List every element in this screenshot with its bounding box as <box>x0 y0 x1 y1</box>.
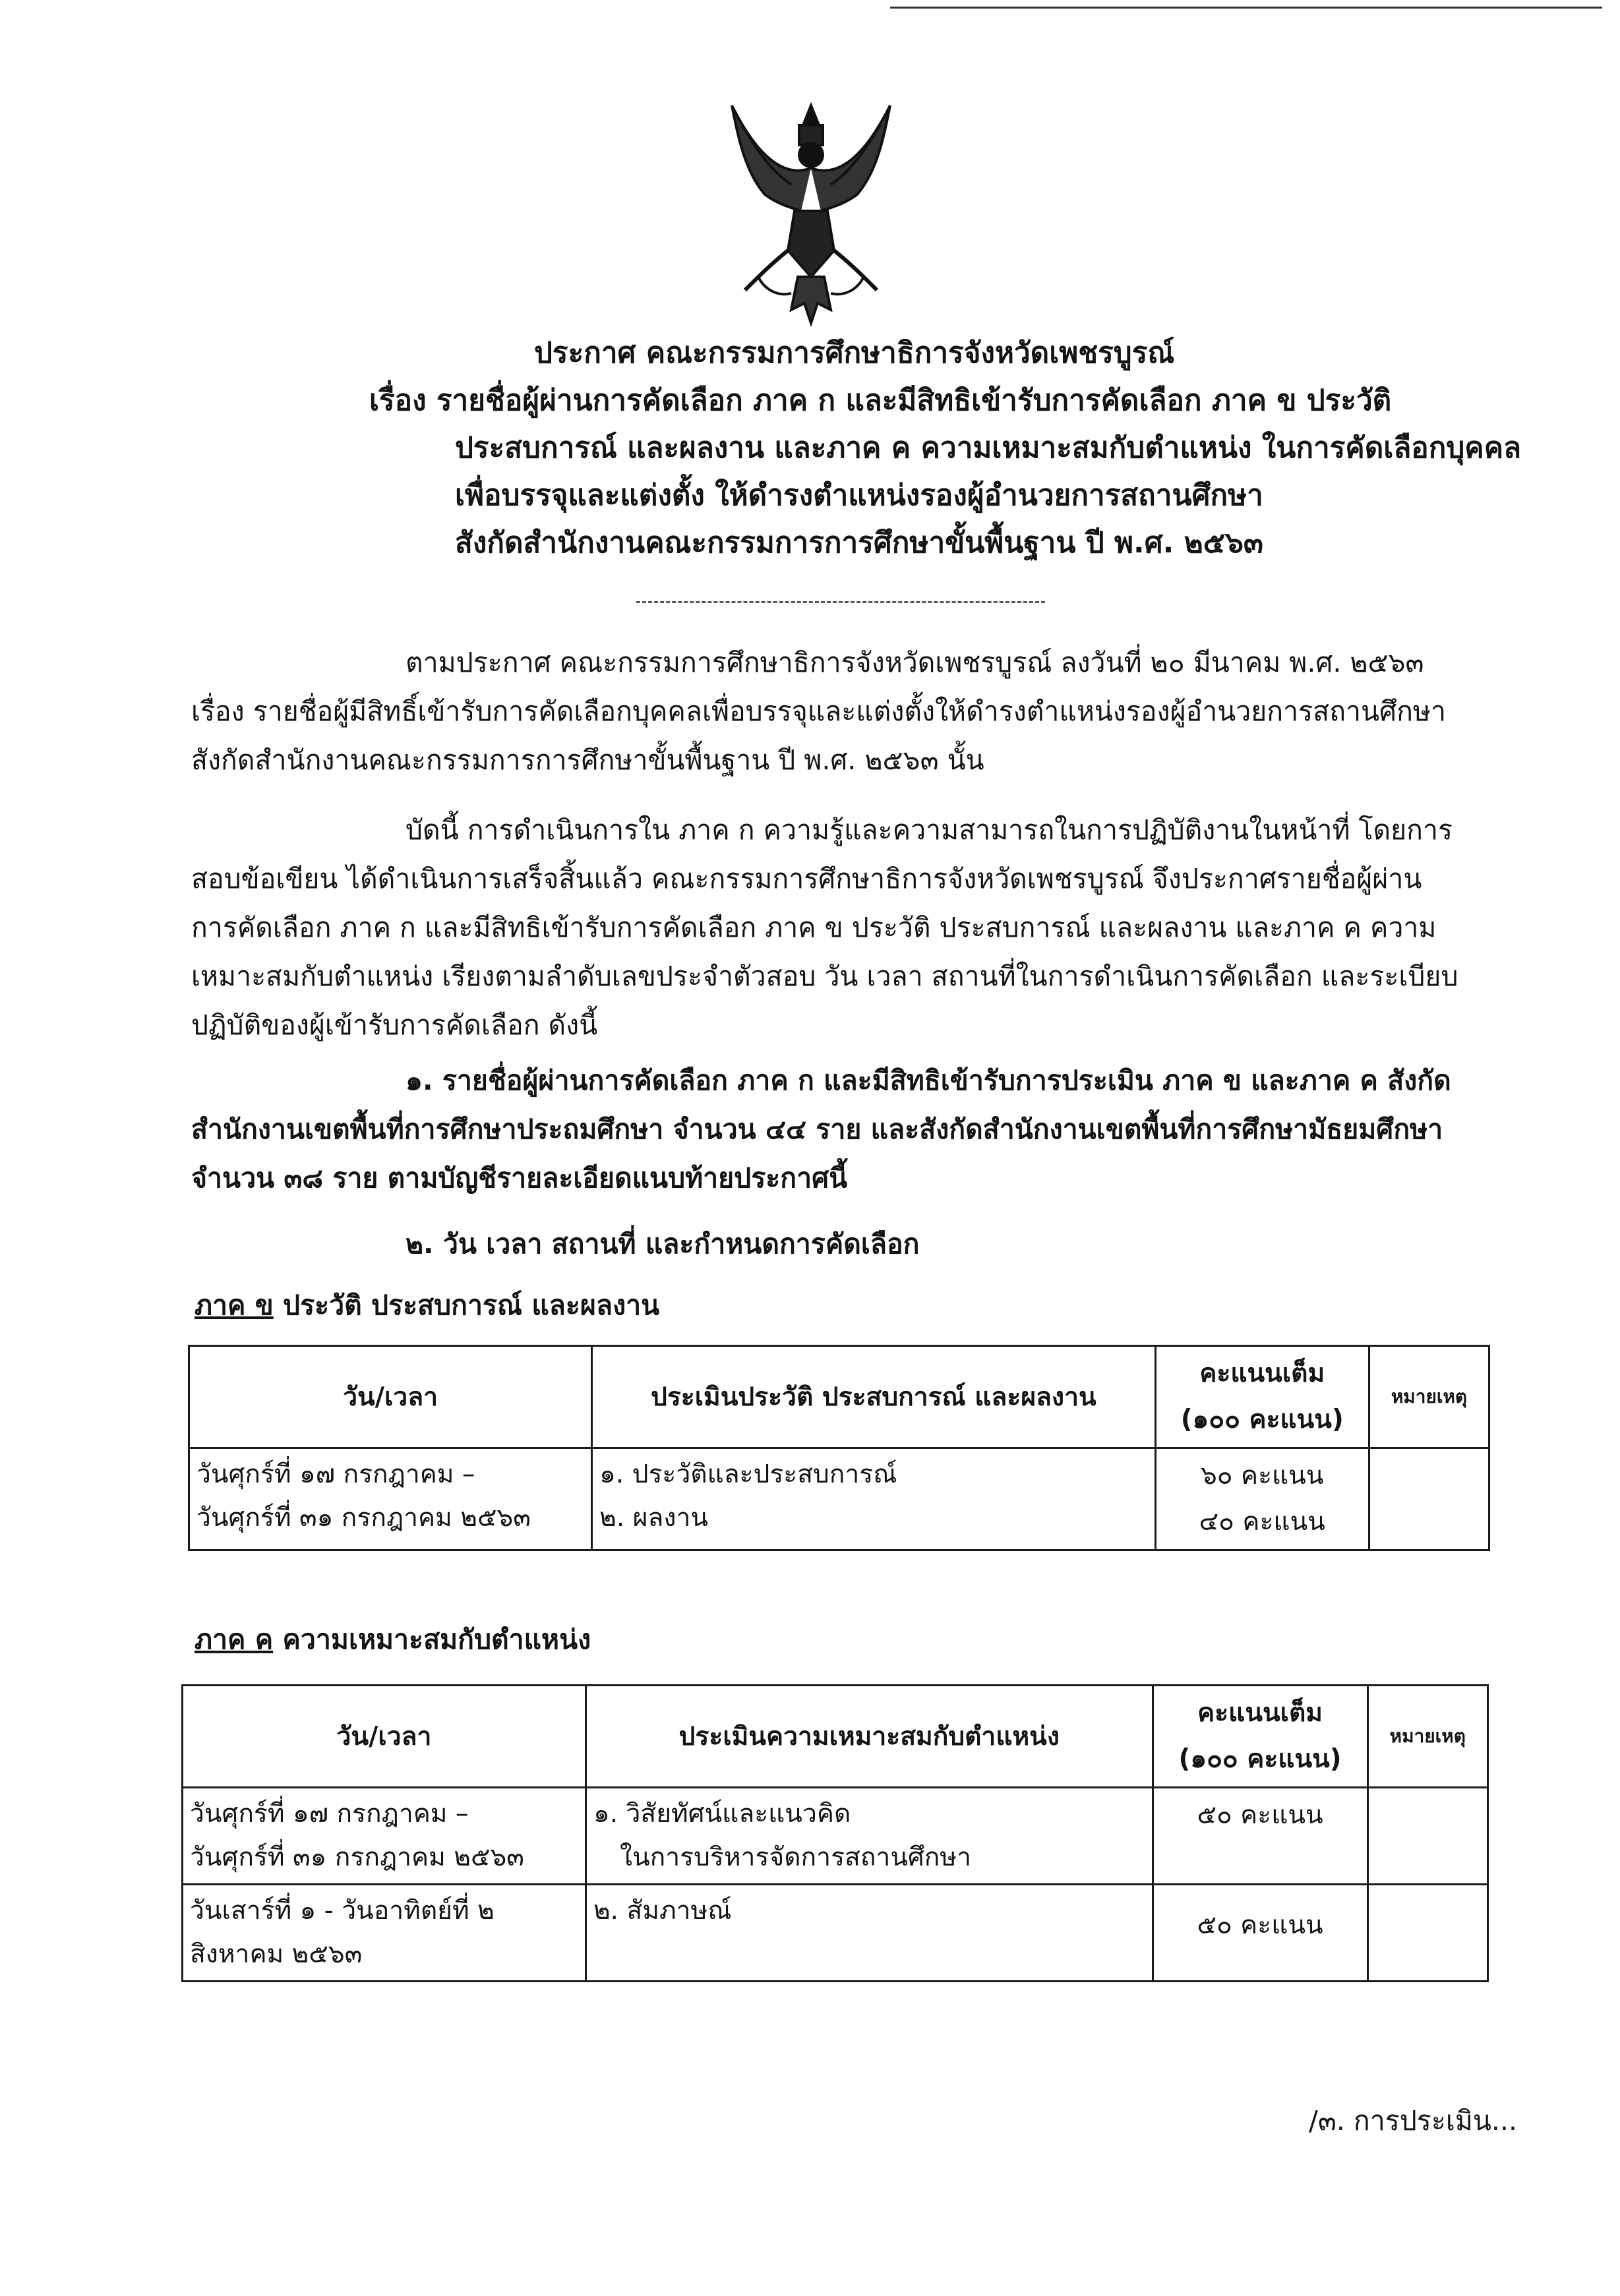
section-c-title-rest: ความเหมาะสมกับตำแหน่ง <box>273 1624 591 1655</box>
section-c-title-underlined: ภาค ค <box>195 1624 274 1655</box>
paragraph-reference <box>191 638 1460 784</box>
row-description-line-2: ๒. ผลงาน <box>599 1503 709 1533</box>
table-row <box>189 1448 1489 1550</box>
row-score-value: ๕๐ คะแนน <box>1197 1910 1323 1940</box>
paragraph-item-1 <box>191 1056 1460 1202</box>
header-date: วัน/เวลา <box>183 1686 586 1788</box>
heading-line-2: เรื่อง รายชื่อผู้ผ่านการคัดเลือก ภาค ก และมีสิทธิเข้ารับการคัดเลือก ภาค ข ประวัติ <box>369 384 1392 417</box>
row-description <box>592 1448 1155 1550</box>
header-score-line-1: คะแนนเต็ม <box>1197 1698 1323 1728</box>
section-b-title-underlined: ภาค ข <box>195 1289 274 1321</box>
paragraph-announcement-text: บัดนี้ การดำเนินการใน ภาค ก ความรู้และความสามารถในการปฏิบัติงานในหน้าที่ โดยการสอบข้อเขียน ได้ดำเนินการเสร็จสิ้นแล้ว คณะกรรมการศึกษาธิการจังหวัดเพชรบูรณ์ จึงประกาศรายชื่อผู้ผ่านการคัดเลือก ภาค ก และมีสิทธิเข้ารับการคัดเลือก ภาค ข ประวัติ ประสบการณ์ และผลงาน และภาค ค ความเหมาะสมกับตำแหน่ง เรียงตามลำดับเลขประจำตัวสอบ วัน เวลา สถานที่ในการดำเนินการคัดเลือก และระเบียบปฏิบัติของผู้เข้ารับการคัดเลือก ดังนี้ <box>191 814 1458 1041</box>
header-score <box>1153 1686 1367 1788</box>
row-date <box>189 1448 592 1550</box>
row-date-line-1: วันเสาร์ที่ ๑ - วันอาทิตย์ที่ ๒ <box>190 1896 495 1926</box>
section-b-title <box>195 1284 659 1327</box>
row-description <box>585 1885 1153 1982</box>
row-date-line-2: วันศุกร์ที่ ๓๑ กรกฎาคม ๒๕๖๓ <box>196 1503 531 1533</box>
table-row <box>183 1885 1488 1982</box>
header-score-line-2: (๑๐๐ คะแนน) <box>1180 1405 1344 1434</box>
announcement-heading <box>369 330 1556 567</box>
row-date-line-1: วันศุกร์ที่ ๑๗ กรกฎาคม – <box>190 1799 469 1829</box>
row-score <box>1153 1885 1367 1982</box>
heading-line-1: ประกาศ คณะกรรมการศึกษาธิการจังหวัดเพชรบูรณ์ <box>534 336 1175 370</box>
row-description-line-2: ในการบริหารจัดการสถานศึกษา <box>619 1842 971 1872</box>
row-score-line-1: ๖๐ คะแนน <box>1201 1461 1324 1490</box>
header-description: ประเมินความเหมาะสมกับตำแหน่ง <box>585 1686 1153 1788</box>
section-c-title <box>195 1618 591 1661</box>
separator-line <box>636 601 1045 603</box>
row-note <box>1367 1885 1487 1982</box>
header-score <box>1155 1346 1369 1448</box>
section-b-title-rest: ประวัติ ประสบการณ์ และผลงาน <box>273 1289 660 1321</box>
row-description-line-1: ๑. ประวัติและประสบการณ์ <box>599 1459 897 1489</box>
row-date <box>183 1885 586 1982</box>
row-date-line-1: วันศุกร์ที่ ๑๗ กรกฎาคม – <box>196 1459 475 1489</box>
paragraph-item-1-text: ๑. รายชื่อผู้ผ่านการคัดเลือก ภาค ก และมีสิทธิเข้ารับการประเมิน ภาค ข และภาค ค สังกัดสำนักงานเขตพื้นที่การศึกษาประถมศึกษา จำนวน ๔๔ ราย และสังกัดสำนักงานเขตพื้นที่การศึกษามัธยมศึกษา จำนวน ๓๘ ราย ตามบัญชีรายละเอียดแนบท้ายประกาศนี้ <box>191 1065 1451 1194</box>
row-note <box>1367 1788 1487 1885</box>
header-note: หมายเหตุ <box>1369 1346 1489 1448</box>
header-note: หมายเหตุ <box>1367 1686 1487 1788</box>
row-description-line-1: ๒. สัมภาษณ์ <box>593 1896 732 1926</box>
row-date-line-2: วันศุกร์ที่ ๓๑ กรกฎาคม ๒๕๖๓ <box>190 1842 524 1872</box>
header-date: วัน/เวลา <box>189 1346 592 1448</box>
table-row <box>183 1788 1488 1885</box>
paragraph-announcement <box>191 806 1460 1049</box>
row-description <box>585 1788 1153 1885</box>
row-score <box>1153 1788 1367 1885</box>
row-date <box>183 1788 586 1885</box>
row-score-value: ๕๐ คะแนน <box>1197 1800 1323 1830</box>
row-description-line-1: ๑. วิสัยทัศน์และแนวคิด <box>593 1799 851 1829</box>
header-score-line-1: คะแนนเต็ม <box>1199 1359 1325 1388</box>
heading-line-5: สังกัดสำนักงานคณะกรรมการการศึกษาขั้นพื้นฐาน ปี พ.ศ. ๒๕๖๓ <box>455 526 1264 560</box>
section-c-table <box>181 1684 1489 1982</box>
paragraph-item-2: ๒. วัน เวลา สถานที่ และกำหนดการคัดเลือก <box>405 1228 920 1260</box>
header-description: ประเมินประวัติ ประสบการณ์ และผลงาน <box>592 1346 1155 1448</box>
top-rule <box>890 7 1602 9</box>
row-score <box>1155 1448 1369 1550</box>
section-b-table <box>188 1345 1490 1551</box>
header-score-line-2: (๑๐๐ คะแนน) <box>1178 1744 1342 1774</box>
garuda-emblem-icon <box>719 79 903 330</box>
row-score-line-2: ๔๐ คะแนน <box>1199 1507 1325 1537</box>
heading-line-3: ประสบการณ์ และผลงาน และภาค ค ความเหมาะสมกับตำแหน่ง ในการคัดเลือกบุคคล <box>455 431 1522 465</box>
heading-line-4: เพื่อบรรจุและแต่งตั้ง ให้ดำรงตำแหน่งรองผู้อำนวยการสถานศึกษา <box>455 479 1263 512</box>
page-continuation: /๓. การประเมิน... <box>1309 2105 1518 2136</box>
paragraph-reference-text: ตามประกาศ คณะกรรมการศึกษาธิการจังหวัดเพชรบูรณ์ ลงวันที่ ๒๐ มีนาคม พ.ศ. ๒๕๖๓ เรื่อง รายชื่อผู้มีสิทธิ์เข้ารับการคัดเลือกบุคคลเพื่อบรรจุและแต่งตั้งให้ดำรงตำแหน่งรองผู้อำนวยการสถานศึกษา สังกัดสำนักงานคณะกรรมการการศึกษาขั้นพื้นฐาน ปี พ.ศ. ๒๕๖๓ นั้น <box>191 647 1446 776</box>
row-date-line-2: สิงหาคม ๒๕๖๓ <box>190 1939 363 1969</box>
row-note <box>1369 1448 1489 1550</box>
